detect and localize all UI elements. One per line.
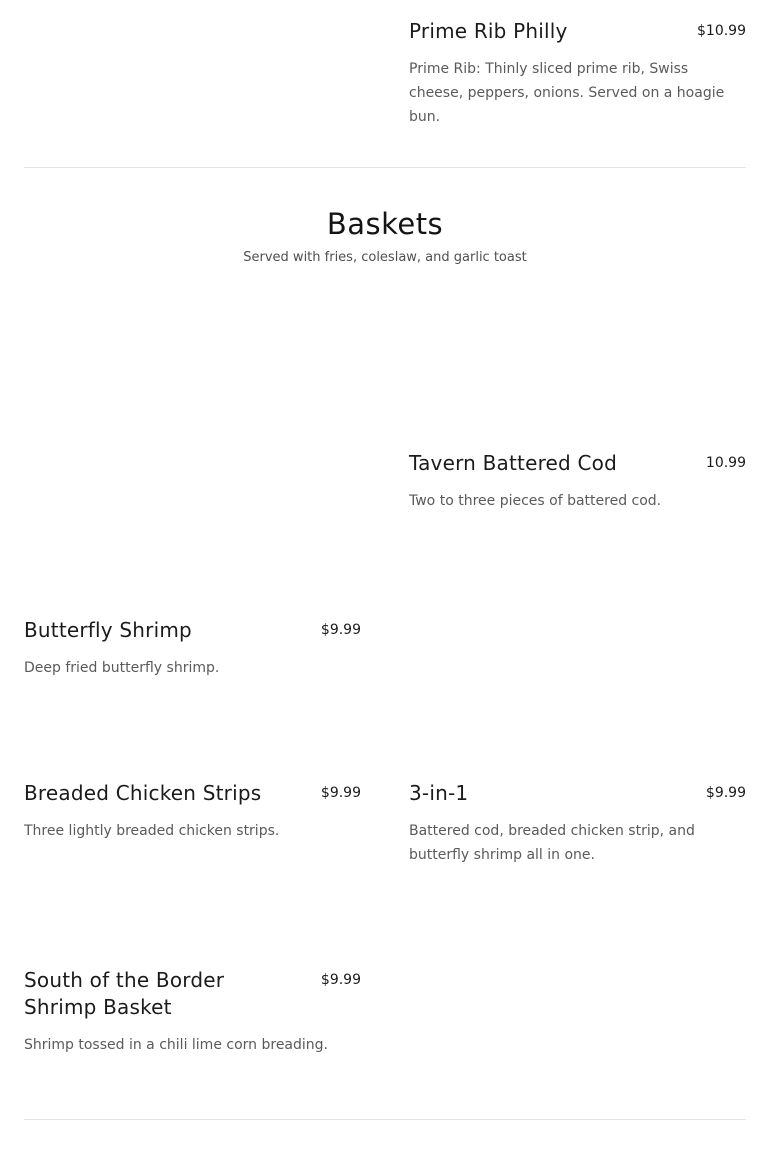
menu-item-description: Shrimp tossed in a chili lime corn breading. [24,1037,328,1053]
menu-item-description: Deep fried butterfly shrimp. [24,660,220,676]
menu-item-header [409,780,746,807]
menu-item-description: Prime Rib: Thinly sliced prime rib, Swiss cheese, peppers, onions. Served on a hoagie bun. [409,61,725,125]
menu-item-header [24,617,361,644]
menu-item-description: Three lightly breaded chicken strips. [24,823,280,839]
menu-item-name: South of the Border Shrimp Basket [24,968,225,1019]
menu-item-header [24,967,361,1021]
menu-item-price: $9.99 [320,972,361,988]
menu-item-name: Prime Rib Philly [409,19,568,43]
menu-item-name: Butterfly Shrimp [24,618,192,642]
menu-item-price: $9.99 [320,622,361,638]
menu-item-3-in-1 [409,780,746,867]
menu-item-header [24,780,361,807]
menu-item-price: $9.99 [705,785,746,801]
menu-item-butterfly-shrimp [24,617,361,680]
menu-item-price: $9.99 [320,785,361,801]
menu-item-price: $10.99 [697,23,746,39]
menu-item-tavern-battered-cod [409,450,746,513]
section-divider-top [24,167,746,168]
menu-item-price: 10.99 [705,455,746,471]
menu-item-breaded-chicken-strips [24,780,361,843]
menu-item-description: Battered cod, breaded chicken strip, and butterfly shrimp all in one. [409,823,695,863]
menu-item-name: Breaded Chicken Strips [24,781,262,805]
section-title: Baskets [326,207,444,241]
menu-item-name: 3-in-1 [409,781,469,805]
menu-item-south-of-the-border-shrimp-basket [24,967,361,1057]
menu-item-prime-rib-philly [409,18,746,129]
menu-item-description: Two to three pieces of battered cod. [409,493,662,509]
section-divider-bottom [24,1119,746,1120]
menu-item-name: Tavern Battered Cod [409,451,618,475]
menu-item-header [409,450,746,477]
menu-item-header [409,18,746,45]
section-subtitle: Served with fries, coleslaw, and garlic toast [243,250,527,265]
